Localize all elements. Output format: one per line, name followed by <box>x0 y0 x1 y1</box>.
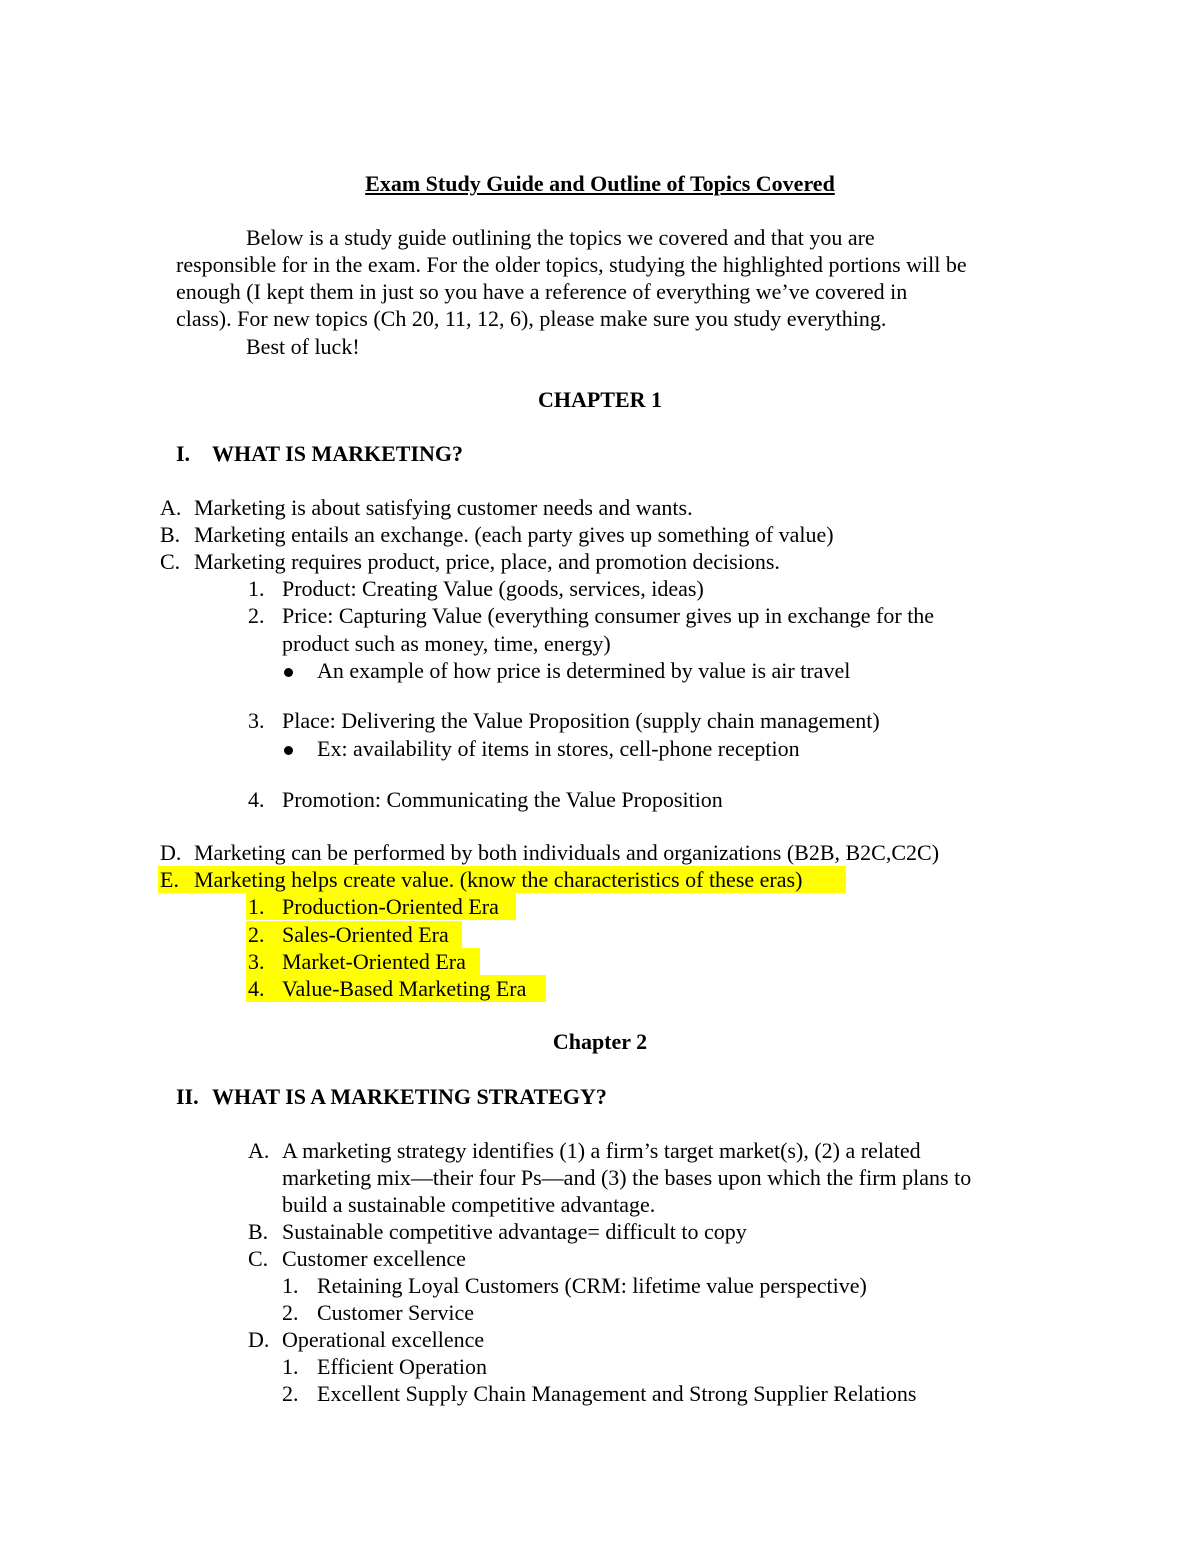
sub-num: 2. <box>282 1381 299 1406</box>
sub-text: Retaining Loyal Customers (CRM: lifetime value perspective) <box>317 1273 867 1298</box>
era-text: Production-Oriented Era <box>282 894 499 919</box>
item-letter-d: D. <box>160 840 182 865</box>
sub-text: Efficient Operation <box>317 1354 488 1379</box>
sub-num: 2. <box>282 1300 299 1325</box>
intro-line-2: responsible for in the exam. For the older topics, studying the highlighted portions will be <box>176 252 967 277</box>
sub-text-place: Place: Delivering the Value Proposition (supply chain management) <box>282 708 880 733</box>
item-letter-c: C. <box>160 549 181 574</box>
sub-num: 1. <box>282 1354 299 1379</box>
section-2-number: II. <box>176 1084 199 1109</box>
sub-text: Excellent Supply Chain Management and Strong Supplier Relations <box>317 1381 917 1406</box>
section-2-title: WHAT IS A MARKETING STRATEGY? <box>212 1084 607 1109</box>
sub-num: 2. <box>248 603 265 628</box>
bullet-icon <box>284 657 293 684</box>
item-letter-e: E. <box>160 867 179 892</box>
item-text-e: Marketing helps create value. (know the characteristics of these eras) <box>194 867 803 892</box>
item-letter-b: B. <box>160 522 181 547</box>
chapter-2-heading: Chapter 2 <box>552 1029 648 1054</box>
intro-line-3: enough (I kept them in just so you have a reference of everything we’ve covered in <box>176 279 908 304</box>
sub-text: Customer Service <box>317 1300 475 1325</box>
intro-line-4: class). For new topics (Ch 20, 11, 12, 6), please make sure you study everything. <box>176 306 887 331</box>
item-text-c: Marketing requires product, price, place, and promotion decisions. <box>194 549 780 574</box>
era-num: 3. <box>248 949 265 974</box>
sub-num: 3. <box>248 708 265 733</box>
item-text-b: Sustainable competitive advantage= difficult to copy <box>282 1219 747 1244</box>
sub-text-product: Product: Creating Value (goods, services, ideas) <box>282 576 704 601</box>
document-title: Exam Study Guide and Outline of Topics Covered <box>365 171 835 196</box>
item-text-b: Marketing entails an exchange. (each party gives up something of value) <box>194 522 834 547</box>
era-text: Market-Oriented Era <box>282 949 466 974</box>
item-letter-d: D. <box>248 1327 270 1352</box>
item-text-a: Marketing is about satisfying customer needs and wants. <box>194 495 693 520</box>
sub-num: 1. <box>282 1273 299 1298</box>
highlighted-era-4 <box>246 975 546 1002</box>
item-letter-a: A. <box>160 495 182 520</box>
item-letter-b: B. <box>248 1219 269 1244</box>
era-num: 4. <box>248 976 265 1001</box>
era-num: 1. <box>248 894 265 919</box>
bullet-text-price: An example of how price is determined by value is air travel <box>317 658 851 683</box>
sub-num: 4. <box>248 787 265 812</box>
strategy-text-line-1: A marketing strategy identifies (1) a firm’s target market(s), (2) a related <box>282 1138 921 1163</box>
sub-text-promotion: Promotion: Communicating the Value Proposition <box>282 787 723 812</box>
highlighted-era-1 <box>246 893 516 920</box>
era-text: Value-Based Marketing Era <box>282 976 527 1001</box>
sub-text-price-cont: product such as money, time, energy) <box>282 631 611 656</box>
section-1-number: I. <box>176 441 191 466</box>
bullet-text-place: Ex: availability of items in stores, cell-phone reception <box>317 736 800 761</box>
item-text-c: Customer excellence <box>282 1246 466 1271</box>
item-text-d: Operational excellence <box>282 1327 485 1352</box>
intro-closing: Best of luck! <box>246 334 360 359</box>
chapter-1-heading: CHAPTER 1 <box>537 387 663 412</box>
highlighted-era-3 <box>246 948 480 975</box>
item-letter-c: C. <box>248 1246 269 1271</box>
strategy-text-line-2: marketing mix—their four Ps—and (3) the bases upon which the firm plans to <box>282 1165 972 1190</box>
intro-line-1: Below is a study guide outlining the topics we covered and that you are <box>246 225 875 250</box>
sub-text-price: Price: Capturing Value (everything consumer gives up in exchange for the <box>282 603 935 628</box>
item-text-d: Marketing can be performed by both individuals and organizations (B2B, B2C,C2C) <box>194 840 940 865</box>
era-text: Sales-Oriented Era <box>282 922 449 947</box>
era-num: 2. <box>248 922 265 947</box>
section-1-title: WHAT IS MARKETING? <box>212 441 464 466</box>
highlighted-era-2 <box>246 921 462 948</box>
strategy-text-line-3: build a sustainable competitive advantage. <box>282 1192 656 1217</box>
sub-num: 1. <box>248 576 265 601</box>
bullet-icon <box>284 735 293 762</box>
highlighted-item-e <box>158 866 846 893</box>
item-letter-a: A. <box>248 1138 270 1163</box>
